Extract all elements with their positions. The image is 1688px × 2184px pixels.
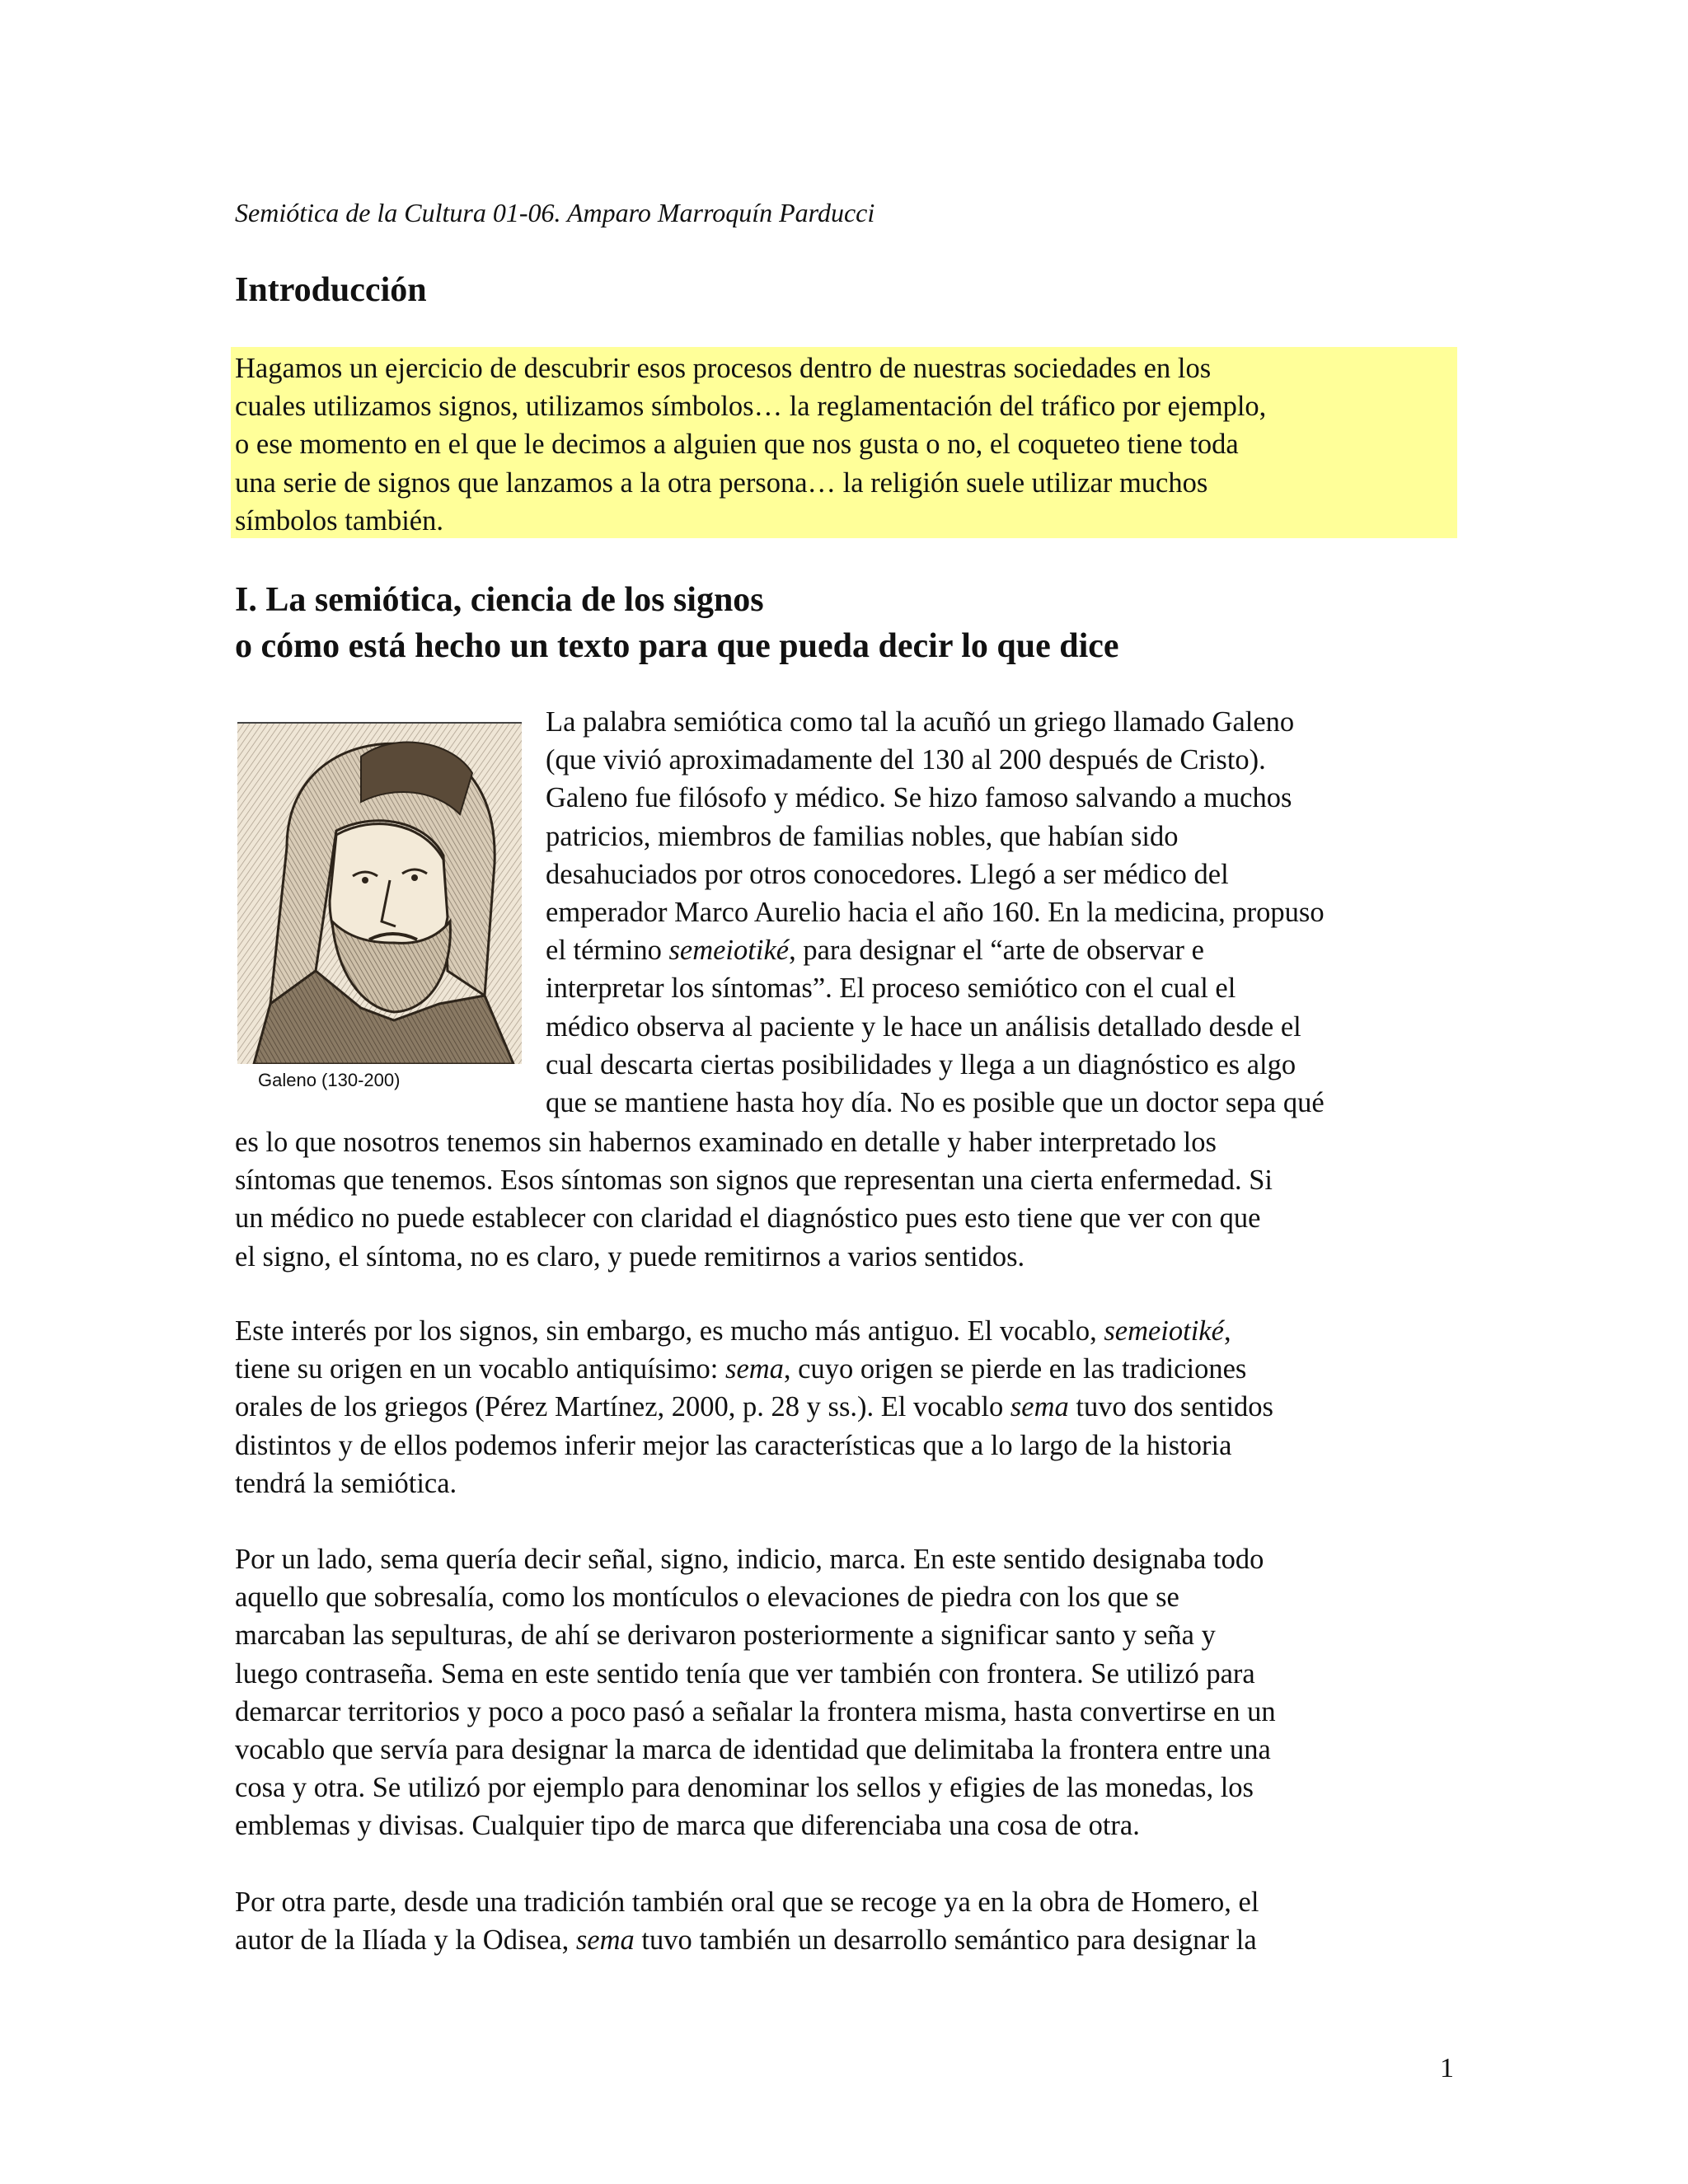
text-line: Por otra parte, desde una tradición también oral que se recoge ya en la obra de Homero, el (235, 1886, 1259, 1918)
text-line (235, 1350, 1273, 1388)
text-run: , cuyo origen se pierde en las tradiciones (783, 1353, 1247, 1385)
text-line: un médico no puede establecer con claridad el diagnóstico pues esto tiene que ver con que (235, 1202, 1261, 1235)
text-line: o ese momento en el que le decimos a alguien que nos gusta o no, el coqueteo tiene toda (235, 429, 1239, 461)
section-heading-line-2: o cómo está hecho un texto para que pueda decir lo que dice (235, 627, 1119, 665)
paragraph-continuation (235, 1123, 1273, 1276)
text-line (235, 1312, 1273, 1350)
text-line: marcaban las sepulturas, de ahí se derivaron posteriormente a significar santo y seña y (235, 1619, 1216, 1652)
highlighted-paragraph (235, 349, 1455, 540)
galeno-portrait-figure (237, 722, 522, 1066)
text-line: cuales utilizamos signos, utilizamos símbolos… la reglamentación del tráfico por ejemplo, (235, 391, 1267, 423)
text-line (235, 1921, 1259, 1959)
running-header: Semiótica de la Cultura 01-06. Amparo Marroquín Parducci (235, 198, 875, 227)
text-line: distintos y de ellos podemos inferir mejor las características que a lo largo de la historia (235, 1429, 1232, 1461)
text-line: demarcar territorios y poco a poco pasó a señalar la frontera misma, hasta convertirse en un (235, 1695, 1276, 1727)
text-line: médico observa al paciente y le hace un análisis detallado desde el (546, 1010, 1301, 1043)
text-line: el signo, el síntoma, no es claro, y puede remitirnos a varios sentidos. (235, 1240, 1025, 1272)
text-line: que se mantiene hasta hoy día. No es posible que un doctor sepa qué (546, 1087, 1325, 1119)
text-line: símbolos también. (235, 504, 443, 537)
section-heading-line-1: I. La semiótica, ciencia de los signos (235, 581, 764, 619)
text-run: tuvo dos sentidos (1068, 1391, 1273, 1423)
text-line: vocablo que servía para designar la marca de identidad que delimitaba la frontera entre una (235, 1734, 1271, 1766)
galeno-portrait-image (237, 724, 522, 1064)
figure-caption: Galeno (130-200) (258, 1070, 401, 1090)
text-line: Galeno fue filósofo y médico. Se hizo famoso salvando a muchos (546, 782, 1292, 814)
text-run: autor de la Ilíada y la Odisea, (235, 1924, 576, 1957)
text-line: emblemas y divisas. Cualquier tipo de marca que diferenciaba una cosa de otra. (235, 1810, 1140, 1842)
text-line: Por un lado, sema quería decir señal, signo, indicio, marca. En este sentido designaba todo (235, 1544, 1264, 1575)
paragraph-wrapped-beside-figure (546, 703, 1325, 1122)
introduction-heading: Introducción (235, 271, 427, 309)
text-line: cual descarta ciertas posibilidades y llega a un diagnóstico es algo (546, 1048, 1296, 1080)
page-number: 1 (1440, 2053, 1454, 2083)
text-line: síntomas que tenemos. Esos síntomas son signos que representan una cierta enfermedad. Si (235, 1165, 1273, 1197)
text-line: una serie de signos que lanzamos a la otra persona… la religión suele utilizar muchos (235, 466, 1208, 499)
text-run: orales de los griegos (Pérez Martínez, 2000, p. 28 y ss.). El vocablo (235, 1391, 1010, 1423)
text-run: , (1223, 1315, 1231, 1347)
text-line: cosa y otra. Se utilizó por ejemplo para denominar los sellos y efigies de las monedas, los (235, 1772, 1254, 1804)
italic-term: sema (725, 1353, 784, 1385)
text-line: interpretar los síntomas”. El proceso semiótico con el cual el (546, 972, 1236, 1005)
text-run: Este interés por los signos, sin embargo, es mucho más antiguo. El vocablo, (235, 1315, 1104, 1347)
text-run: tuvo también un desarrollo semántico para designar la (634, 1924, 1257, 1957)
text-line (235, 1388, 1273, 1426)
italic-term: sema (575, 1924, 635, 1957)
text-line: desahuciados por otros conocedores. Llegó a ser médico del (546, 858, 1229, 890)
italic-term: semeiotiké (668, 935, 790, 967)
text-line: luego contraseña. Sema en este sentido tenía que ver también con frontera. Se utilizó para (235, 1657, 1255, 1690)
paragraph-sema-origin (235, 1312, 1273, 1502)
text-line: patricios, miembros de familias nobles, que habían sido (546, 820, 1179, 852)
text-run: , para designar el “arte de observar e (789, 935, 1204, 967)
section-heading (235, 577, 1119, 669)
text-line: es lo que nosotros tenemos sin habernos examinado en detalle y haber interpretado los (235, 1127, 1217, 1158)
text-run: tiene su origen en un vocablo antiquísimo: (235, 1353, 726, 1385)
text-line: Hagamos un ejercicio de descubrir esos procesos dentro de nuestras sociedades en los (235, 353, 1212, 384)
italic-term: sema (1010, 1391, 1069, 1423)
text-line (546, 931, 1325, 969)
paragraph-sema-signal (235, 1540, 1276, 1845)
text-line: tendrá la semiótica. (235, 1467, 457, 1499)
text-line: aquello que sobresalía, como los montículos o elevaciones de piedra con los que se (235, 1582, 1179, 1614)
text-line: (que vivió aproximadamente del 130 al 200 después de Cristo). (546, 744, 1266, 776)
text-line: La palabra semiótica como tal la acuñó un griego llamado Galeno (546, 706, 1295, 738)
text-line: emperador Marco Aurelio hacia el año 160. En la medicina, propuso (546, 897, 1325, 929)
italic-term: semeiotiké (1104, 1315, 1224, 1347)
text-run: el término (546, 935, 669, 967)
paragraph-homer (235, 1883, 1259, 1959)
